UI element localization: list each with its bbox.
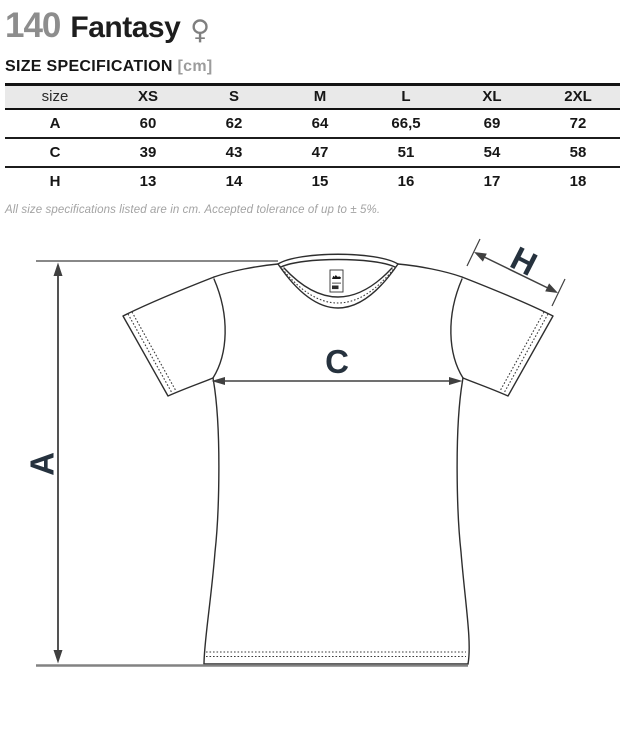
dimension-h-label: H — [504, 238, 544, 283]
product-name: Fantasy — [70, 11, 181, 44]
section-title-text: SIZE SPECIFICATION — [5, 58, 173, 75]
table-cell: 17 — [449, 167, 535, 196]
product-title — [5, 6, 614, 46]
brand-tag-text-line — [332, 282, 341, 283]
dimension-h-extension-tick-right — [552, 279, 565, 306]
size-table — [5, 83, 620, 196]
table-cell: 43 — [191, 138, 277, 167]
size-column-m: M — [313, 88, 327, 106]
size-column-s: S — [228, 88, 239, 106]
female-gender-icon: ♀ — [190, 15, 211, 46]
table-cell: 64 — [277, 109, 363, 138]
table-cell: 66,5 — [363, 109, 449, 138]
dimension-a-label: A — [23, 451, 61, 476]
dimension-h-arrow-right — [545, 283, 558, 293]
table-row-a — [5, 109, 620, 138]
bottom-hem-stitch — [206, 652, 466, 657]
size-column-xl: XL — [482, 88, 502, 106]
tshirt-size-diagram — [0, 216, 620, 670]
table-cell: 18 — [535, 167, 620, 196]
dimension-a — [24, 261, 469, 666]
tshirt-left-armhole-seam — [213, 279, 225, 378]
dimension-c-label: C — [325, 342, 349, 380]
dimension-c — [212, 343, 463, 385]
table-cell: 51 — [363, 138, 449, 167]
size-table-corner-label: size — [41, 88, 69, 106]
tshirt-diagram-svg — [0, 216, 620, 670]
tshirt-right-shoulder — [398, 264, 462, 277]
table-cell: 72 — [535, 109, 620, 138]
row-label-c: C — [5, 138, 105, 167]
left-sleeve-hem-stitch — [128, 312, 176, 393]
table-row-c — [5, 138, 620, 167]
table-cell: 13 — [105, 167, 191, 196]
table-cell: 54 — [449, 138, 535, 167]
tshirt-outline — [123, 254, 553, 664]
table-cell: 60 — [105, 109, 191, 138]
tshirt-right-sleeve — [462, 277, 553, 396]
section-title — [5, 58, 614, 76]
size-column-2xl: 2XL — [564, 88, 592, 106]
dimension-h-extension-tick-left — [467, 239, 480, 266]
row-label-a: A — [5, 109, 105, 138]
table-cell: 14 — [191, 167, 277, 196]
row-label-h: H — [5, 167, 105, 196]
page-header — [0, 0, 620, 216]
tolerance-footnote: All size specifications listed are in cm. Accepted tolerance of up to ± 5%. — [5, 203, 381, 216]
brand-tag-mark — [332, 285, 339, 289]
size-table-header-row — [5, 85, 620, 109]
table-cell: 62 — [191, 109, 277, 138]
table-cell: 69 — [449, 109, 535, 138]
tshirt-left-sleeve — [123, 277, 214, 396]
tshirt-left-shoulder — [214, 264, 278, 277]
table-cell: 16 — [363, 167, 449, 196]
table-cell: 39 — [105, 138, 191, 167]
tshirt-right-armhole-seam — [451, 279, 463, 378]
dimension-h — [467, 239, 565, 306]
table-cell: 58 — [535, 138, 620, 167]
product-number: 140 — [5, 6, 61, 45]
table-cell: 47 — [277, 138, 363, 167]
size-column-xs: XS — [137, 88, 158, 106]
dimension-h-arrow-left — [474, 252, 487, 262]
dimension-c-arrow-right — [449, 377, 463, 385]
right-sleeve-hem-stitch — [500, 312, 548, 393]
collar-crown-inner — [281, 259, 395, 267]
tshirt-right-side-seam — [457, 378, 469, 664]
table-row-h — [5, 167, 620, 196]
table-cell: 15 — [277, 167, 363, 196]
size-column-l: L — [401, 88, 411, 106]
dimension-a-arrow-up — [54, 262, 63, 276]
dimension-a-arrow-down — [54, 650, 63, 664]
section-unit: [cm] — [177, 58, 213, 75]
tshirt-left-side-seam — [204, 378, 219, 664]
